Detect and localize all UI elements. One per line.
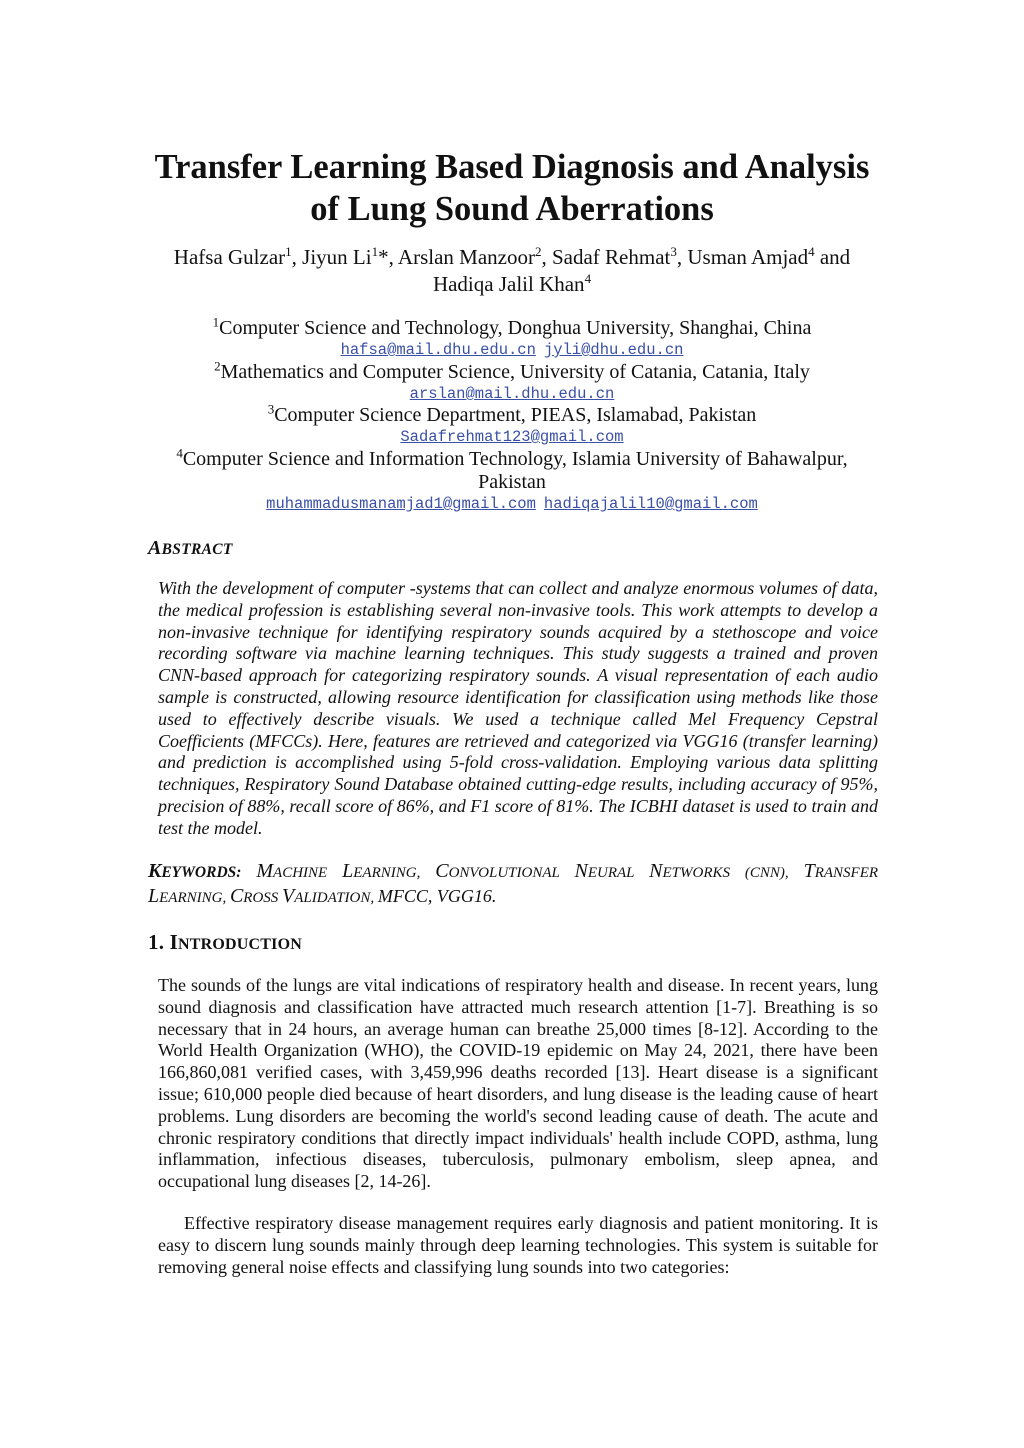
intro-paragraph-1: The sounds of the lungs are vital indications of respiratory health and disease. In recent years, lung sound diagnosis and classification have attracted much research attention [1-7]. Breathing is so necessary that in 24 hours, an average human can breathe 25,000 times [8-12]. According to the World Health Organization (WHO), the COVID-19 epidemic on May 24, 2021, there have been 166,860,081 verified cases, with 3,459,996 deaths recorded [13]. Heart disease is a significant issue; 610,000 people died because of heart disorders, and lung disease is the leading cause of heart problems. Lung disorders are becoming the world's second leading cause of death. The acute and chronic respiratory conditions that directly impact individuals' health include COPD, asthma, lung inflammation, infectious diseases, tuberculosis, pulmonary embolism, sleep apnea, and occupational lung diseases [2, 14-26]. <box>158 975 878 1192</box>
abstract-heading <box>148 537 233 560</box>
email-link[interactable]: hafsa@mail.dhu.edu.cn <box>340 341 536 359</box>
author-sup: 4 <box>808 244 815 259</box>
kw-cap: N <box>649 860 663 882</box>
keyword-item <box>437 886 497 906</box>
introduction-heading <box>148 930 302 955</box>
email-link[interactable]: Sadafrehmat123@gmail.com <box>400 428 624 446</box>
kw-sep: , <box>784 865 804 881</box>
affiliation-2-emails <box>100 384 924 404</box>
author-name: Hafsa Gulzar <box>173 245 286 269</box>
affiliation-text: Mathematics and Computer Science, University of Catania, Catania, Italy <box>220 361 810 383</box>
author-list <box>100 244 924 298</box>
author-sup: 1 <box>285 244 292 259</box>
author-name: Hadiqa Jalil Khan <box>432 272 585 296</box>
keywords-label-rest: EYWORDS: <box>161 864 242 881</box>
kw-cap: L <box>148 885 160 907</box>
intro-paragraph-2: Effective respiratory disease management requires early diagnosis and patient monitoring. It is easy to discern lung sounds mainly through deep learning technologies. This system is suitable for removing general noise effects and classifying lung sounds into two categories: <box>158 1213 878 1277</box>
kw-sep: . <box>491 886 497 906</box>
author-sup: 3 <box>670 244 677 259</box>
affiliation-sup: 3 <box>267 401 275 417</box>
affiliation-sup: 1 <box>212 314 220 330</box>
kw-rest: ONVOLUTIONAL <box>448 865 575 881</box>
kw-cap: N <box>574 860 588 882</box>
author-sep: , <box>541 245 552 269</box>
email-link[interactable]: arslan@mail.dhu.edu.cn <box>409 385 615 403</box>
kw-rest: ACHINE <box>273 865 343 881</box>
keyword-item <box>229 885 378 907</box>
affiliation-1-emails <box>100 340 924 360</box>
keywords <box>148 860 878 910</box>
affiliation-4 <box>100 445 924 494</box>
kw-cap: V <box>282 885 295 907</box>
affiliation-2 <box>100 358 924 384</box>
author-name: Usman Amjad <box>687 245 809 269</box>
author-name: Jiyun Li <box>302 245 372 269</box>
affiliation-text: Computer Science and Technology, Donghua University, Shanghai, China <box>219 317 812 339</box>
kw-cap: C <box>229 885 244 907</box>
paper-title <box>100 146 924 230</box>
affiliation-1 <box>100 314 924 340</box>
heading-rest: NTRODUCTION <box>177 936 302 953</box>
kw-sep: , <box>427 886 437 906</box>
kw-rest: EARNING <box>353 865 417 881</box>
kw-rest: EARNING <box>159 890 223 906</box>
abstract-text: With the development of computer -systems that can collect and analyze enormous volumes of data, the medical profession is establishing several non-invasive tools. This work attempts to develop a non-invasive technique for identifying respiratory sounds acquired by a stethoscope and voice recording software via machine learning techniques. This study suggests a trained and proven CNN-based approach for categorizing respiratory sounds. A visual representation of each audio sample is constructed, allowing resource identification for classification using methods like those used to effectively describe visuals. We used a technique called Mel Frequency Cepstral Coefficients (MFCCs). Here, features are retrieved and categorized via VGG16 (transfer learning) and prediction is accomplished using 5-fold cross-validation. Employing various data splitting techniques, Respiratory Sound Database obtained cutting-edge results, including accuracy of 95%, precision of 88%, recall score of 86%, and F1 score of 81%. The ICBHI dataset is used to train and test the model. <box>158 578 878 838</box>
author-sep: , <box>676 245 688 269</box>
email-link[interactable]: hadiqajalil10@gmail.com <box>543 495 758 513</box>
author-line-1 <box>100 244 924 271</box>
kw-cap: L <box>342 860 354 882</box>
title-line-1: Transfer Learning Based Diagnosis and Analysis <box>154 148 870 186</box>
kw-plain: VGG16 <box>436 886 492 906</box>
title-line-2: of Lung Sound Aberrations <box>310 190 714 228</box>
abstract-heading-cap: A <box>148 537 162 559</box>
affiliation-3 <box>100 401 924 427</box>
section-number: 1. <box>148 930 170 954</box>
keywords-label-cap: K <box>148 860 162 882</box>
keyword-item <box>378 886 437 906</box>
author-name: Sadaf Rehmat <box>551 245 671 269</box>
kw-rest: EURAL <box>587 865 650 881</box>
affiliation-4-emails <box>100 494 924 514</box>
affiliation-sup: 4 <box>176 445 183 461</box>
email-link[interactable]: muhammadusmanamjad1@gmail.com <box>266 495 536 513</box>
kw-plain: MFCC <box>377 886 428 906</box>
kw-sep: , <box>370 890 378 906</box>
kw-rest: ALIDATION <box>294 890 371 906</box>
author-sep: *, <box>378 245 398 269</box>
keyword-item <box>256 860 436 882</box>
author-sep: , <box>291 245 303 269</box>
author-line-2 <box>100 271 924 298</box>
affiliation-text: Computer Science and Information Technology, Islamia University of Bahawalpur, <box>182 448 848 470</box>
affiliation-text-2: Pakistan <box>478 471 546 493</box>
kw-cap: T <box>803 860 815 882</box>
kw-cap: C <box>435 860 449 882</box>
author-sup: 4 <box>584 271 592 286</box>
abstract-heading-rest: BSTRACT <box>161 541 233 558</box>
kw-rest: RANSFER <box>814 865 879 881</box>
kw-rest: ETWORKS (CNN) <box>662 865 785 881</box>
kw-sep: , <box>416 865 436 881</box>
affiliation-text: Computer Science Department, PIEAS, Islamabad, Pakistan <box>274 404 757 426</box>
affiliation-sup: 2 <box>214 358 221 374</box>
kw-cap: M <box>256 860 274 882</box>
kw-sep: , <box>222 890 230 906</box>
keyword-item <box>435 860 804 882</box>
author-sup: 2 <box>534 244 542 259</box>
kw-rest: ROSS <box>243 890 283 906</box>
author-sep: and <box>814 245 851 269</box>
affiliation-3-emails <box>100 427 924 447</box>
author-name: Arslan Manzoor <box>397 245 535 269</box>
author-sup: 1 <box>371 244 379 259</box>
keywords-label <box>148 860 242 882</box>
heading-cap: I <box>169 930 178 954</box>
email-link[interactable]: jyli@dhu.edu.cn <box>543 341 684 359</box>
